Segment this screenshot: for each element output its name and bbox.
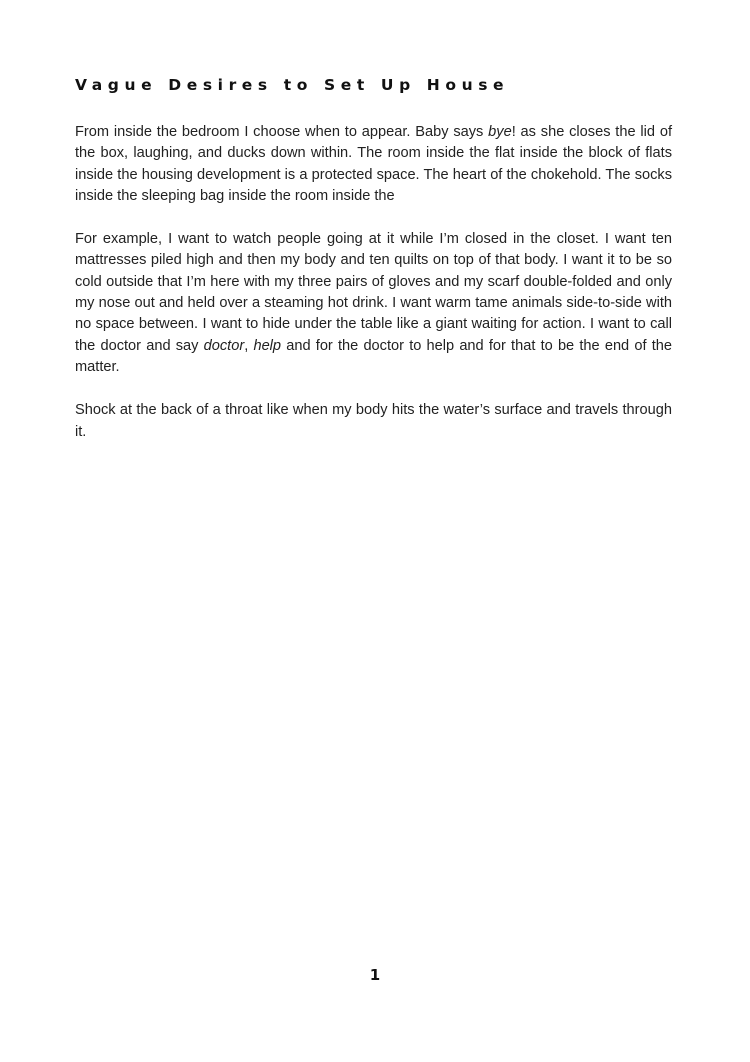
document-body	[75, 122, 672, 465]
paragraph-2-italic-help: help	[253, 337, 282, 354]
page-number: 1	[369, 966, 381, 984]
paragraph-2	[75, 229, 672, 378]
paragraph-1-text-a: From inside the bedroom I choose when to appear. Baby says	[75, 124, 489, 140]
paragraph-2-text-e: and for the doctor to help and for that to be the end of the matter.	[75, 337, 672, 375]
paragraph-1-italic-bye: bye	[488, 124, 512, 140]
paragraph-3: Shock at the back of a throat like when my body hits the water’s surface and travels through it.	[75, 402, 672, 440]
paragraph-2-text-a: For example, I want to watch people going at it while I’m closed in the closet. I want ten mattresses piled high and then my body and ten quilts on top of that body. I want it to be so cold outside that I’m here with my three pairs of gloves and my scarf double-folded and only my nose out and held over a steaming hot drink. I want warm tame animals side-to-side with no space between. I want to hide under the table like a giant waiting for action. I want to call the doctor and say	[75, 231, 672, 354]
paragraph-1-text-c: ! as she closes the lid of the box, laughing, and ducks down within. The room inside the flat inside the block of flats inside the housing development is a protected space. The heart of the chokehold. The socks inside the sleeping bag inside the room inside the	[75, 124, 672, 204]
paragraph-2-italic-doctor: doctor	[203, 337, 245, 354]
document-title: Vague Desires to Set Up House	[75, 76, 510, 94]
paragraph-1	[75, 122, 672, 207]
paragraph-2-text-c: ,	[244, 337, 254, 354]
